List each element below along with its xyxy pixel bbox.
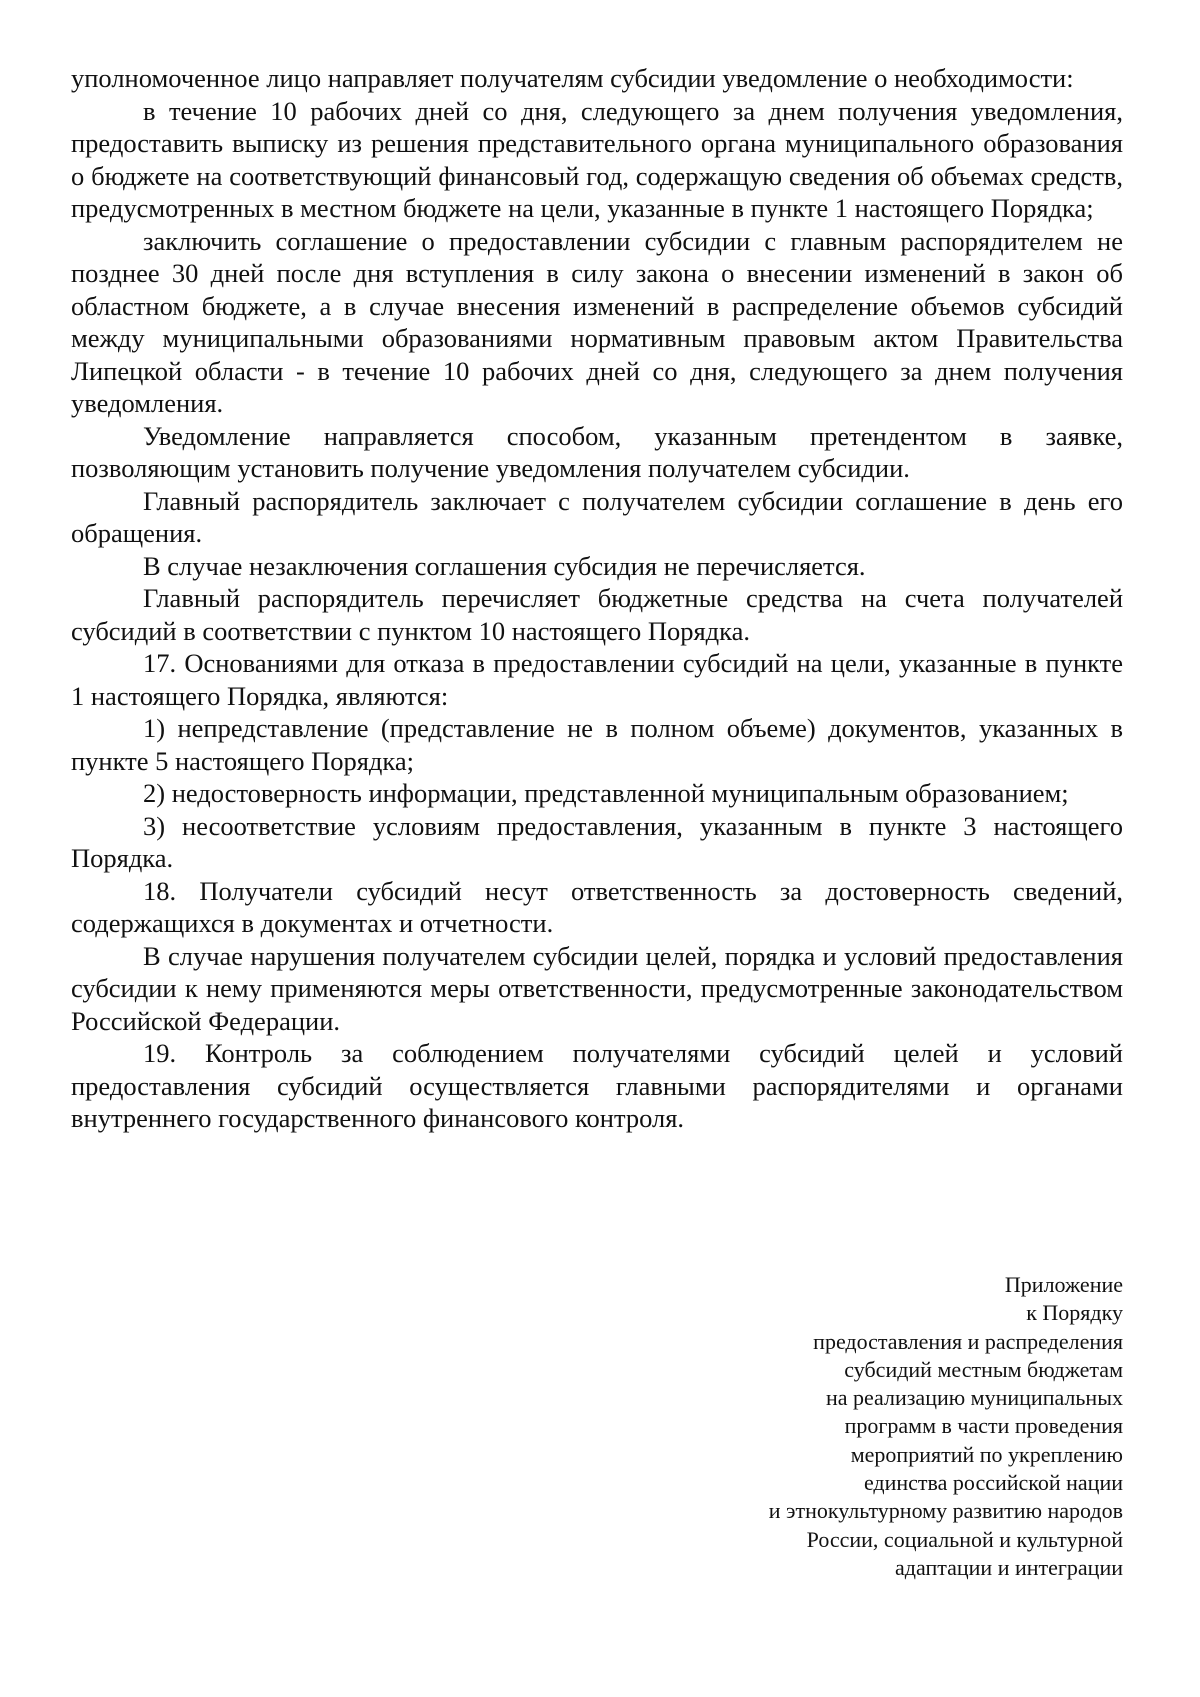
paragraph-agreement-deadline: заключить соглашение о предоставлении субсидии с главным распорядителем не позднее 30 дней после дня вступления в силу закона о внесении изменений в закон об областном бюджете, а в случае внесения изменений в распределение объемов субсидий между муниципальными образованиями нормативным правовым актом Правительства Липецкой области - в течение 10 рабочих дней со дня, следующего за днем получения уведомления. bbox=[71, 225, 1123, 418]
paragraph-agreement-day: Главный распорядитель заключает с получателем субсидии соглашение в день его обращения. bbox=[71, 485, 1123, 548]
appendix-line: адаптации и интеграции bbox=[895, 1554, 1123, 1580]
paragraph-17-item-3: 3) несоответствие условиям предоставления, указанным в пункте 3 настоящего Порядка. bbox=[71, 810, 1123, 873]
appendix-line: Приложение bbox=[1004, 1272, 1123, 1297]
appendix-line: единства российской нации bbox=[863, 1470, 1123, 1496]
appendix-line: и этнокультурному развитию народов bbox=[768, 1498, 1123, 1524]
paragraph-17-item-2: 2) недостоверность информации, представленной муниципальным образованием; bbox=[143, 778, 1069, 808]
appendix-header bbox=[603, 1271, 1123, 1582]
appendix-line: программ в части проведения bbox=[844, 1413, 1123, 1439]
paragraph-17-refusal-grounds: 17. Основаниями для отказа в предоставлении субсидий на цели, указанные в пункте 1 настоящего Порядка, являются: bbox=[71, 648, 1123, 711]
appendix-line: предоставления и распределения bbox=[813, 1328, 1123, 1354]
paragraph-18-responsibility: 18. Получатели субсидий несут ответственность за достоверность сведений, содержащихся в документах и отчетности. bbox=[71, 875, 1123, 938]
appendix-line: к Порядку bbox=[1026, 1300, 1123, 1326]
paragraph-notice-method: Уведомление направляется способом, указанным претендентом в заявке, позволяющим установить получение уведомления получателем субсидии. bbox=[71, 420, 1123, 483]
appendix-line: мероприятий по укреплению bbox=[850, 1441, 1123, 1467]
appendix-line: на реализацию муниципальных bbox=[825, 1385, 1123, 1411]
paragraph-17-item-1: 1) непредставление (представление не в полном объеме) документов, указанных в пункте 5 настоящего Порядка; bbox=[71, 713, 1123, 776]
appendix-line: России, социальной и культурной bbox=[806, 1526, 1123, 1552]
paragraph-18-violation: В случае нарушения получателем субсидии целей, порядка и условий предоставления субсидии к нему применяются меры ответственности, предусмотренные законодательством Российской Федерации. bbox=[71, 940, 1123, 1036]
document-body bbox=[71, 62, 1123, 1135]
paragraph-notice-intro: уполномоченное лицо направляет получателям субсидии уведомление о необходимости: bbox=[71, 63, 1074, 93]
paragraph-19-control: 19. Контроль за соблюдением получателями субсидий целей и условий предоставления субсидий осуществляется главными распорядителями и органами внутреннего государственного финансового контроля. bbox=[71, 1038, 1123, 1133]
appendix-line: субсидий местным бюджетам bbox=[844, 1356, 1123, 1382]
paragraph-transfer: Главный распорядитель перечисляет бюджетные средства на счета получателей субсидий в соответствии с пунктом 10 настоящего Порядка. bbox=[71, 583, 1123, 646]
paragraph-extract-deadline: в течение 10 рабочих дней со дня, следующего за днем получения уведомления, предоставить выписку из решения представительного органа муниципального образования о бюджете на соответствующий финансовый год, содержащую сведения об объемах средств, предусмотренных в местном бюджете на цели, указанные в пункте 1 настоящего Порядка; bbox=[71, 95, 1123, 223]
paragraph-no-agreement: В случае незаключения соглашения субсидия не перечисляется. bbox=[143, 550, 866, 581]
